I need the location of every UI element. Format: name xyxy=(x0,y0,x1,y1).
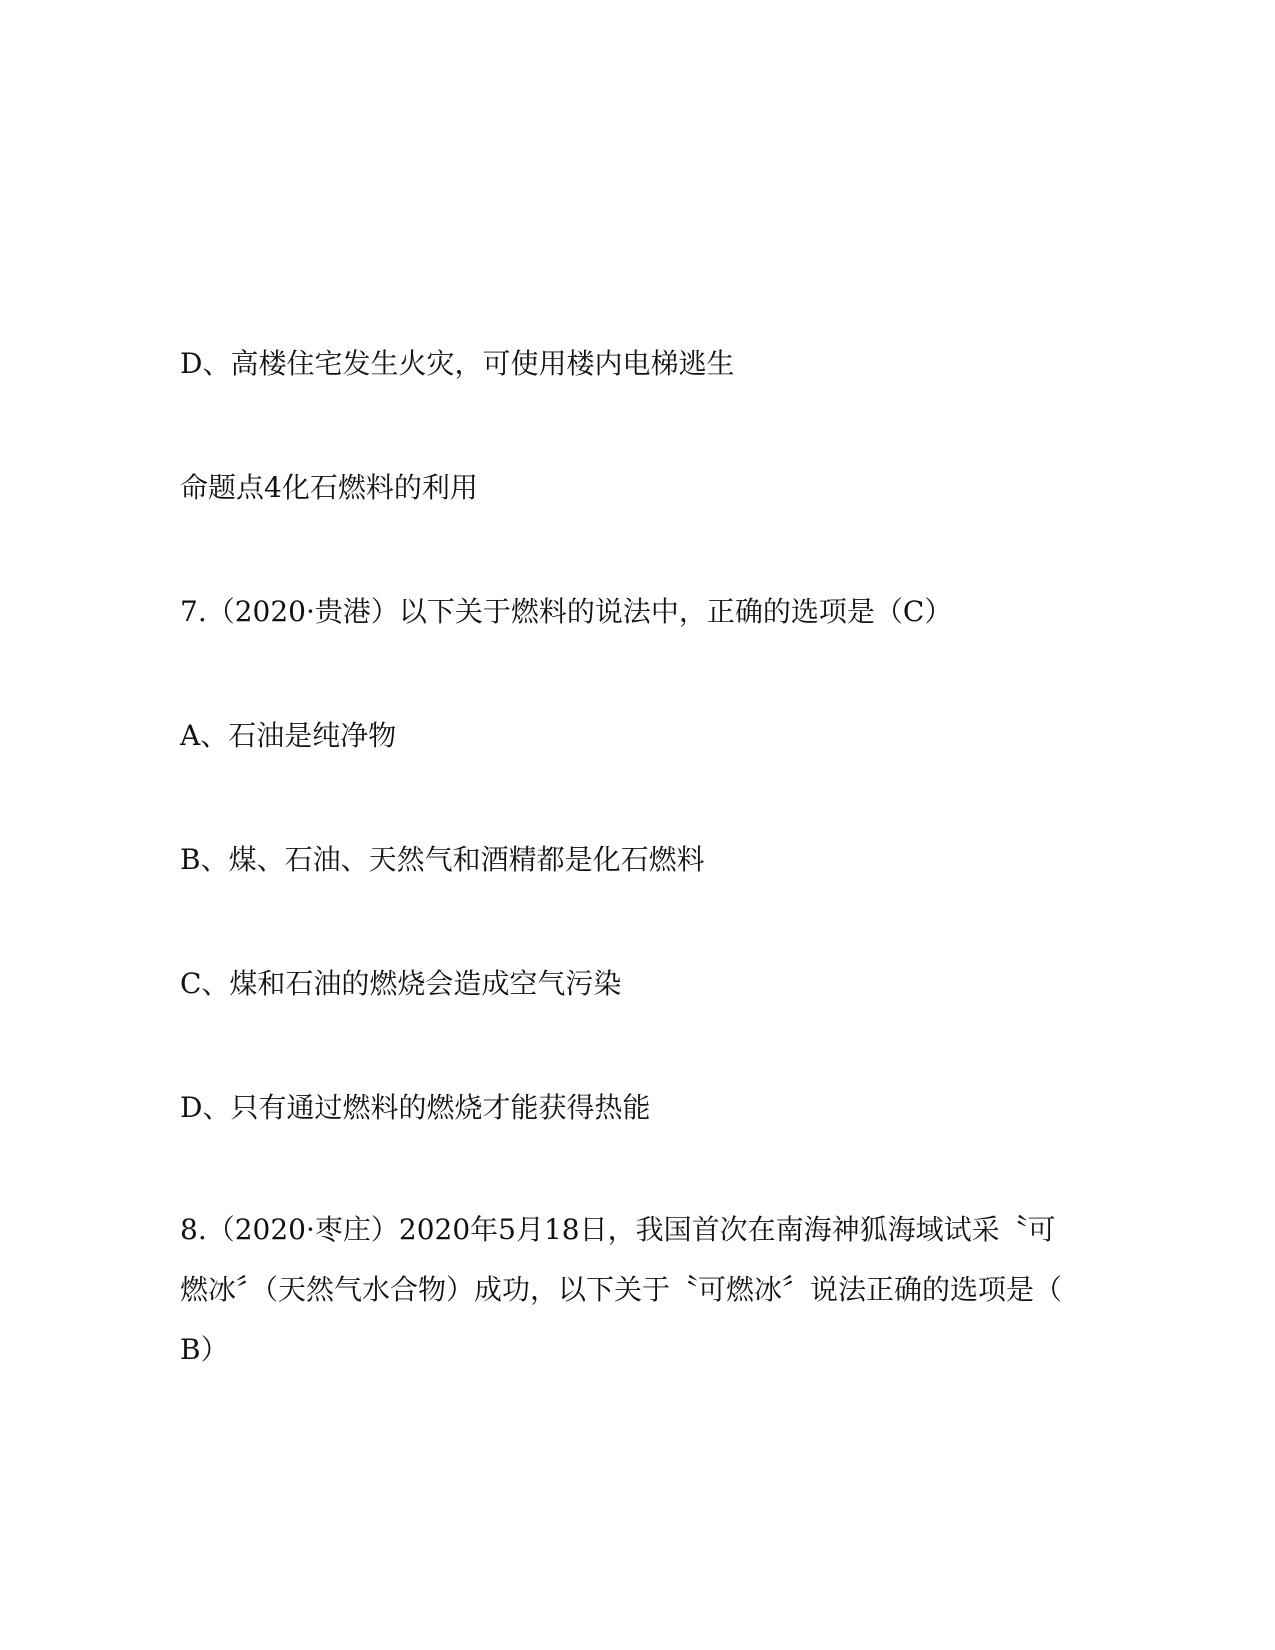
question-8-line-2: 燃冰〞（天然气水合物）成功，以下关于〝可燃冰〞说法正确的选项是（ xyxy=(180,1273,1063,1306)
question-7-option-c: C、煤和石油的燃烧会造成空气污染 xyxy=(180,967,622,1000)
section-heading: 命题点4化石燃料的利用 xyxy=(180,471,478,504)
question-7-option-a: A、石油是纯净物 xyxy=(180,719,397,752)
question-8-answer: B） xyxy=(180,1333,229,1366)
question-7-option-d: D、只有通过燃料的燃烧才能获得热能 xyxy=(180,1091,651,1124)
question-8-line-1: 8.（2020·枣庄）2020年5月18日，我国首次在南海神狐海域试采〝可 xyxy=(180,1213,1056,1246)
question-7: 7.（2020·贵港）以下关于燃料的说法中，正确的选项是（C） xyxy=(180,595,953,628)
question-7-option-b: B、煤、石油、天然气和酒精都是化石燃料 xyxy=(180,843,705,876)
option-d-fire-escape: D、高楼住宅发生火灾，可使用楼内电梯逃生 xyxy=(180,347,735,380)
